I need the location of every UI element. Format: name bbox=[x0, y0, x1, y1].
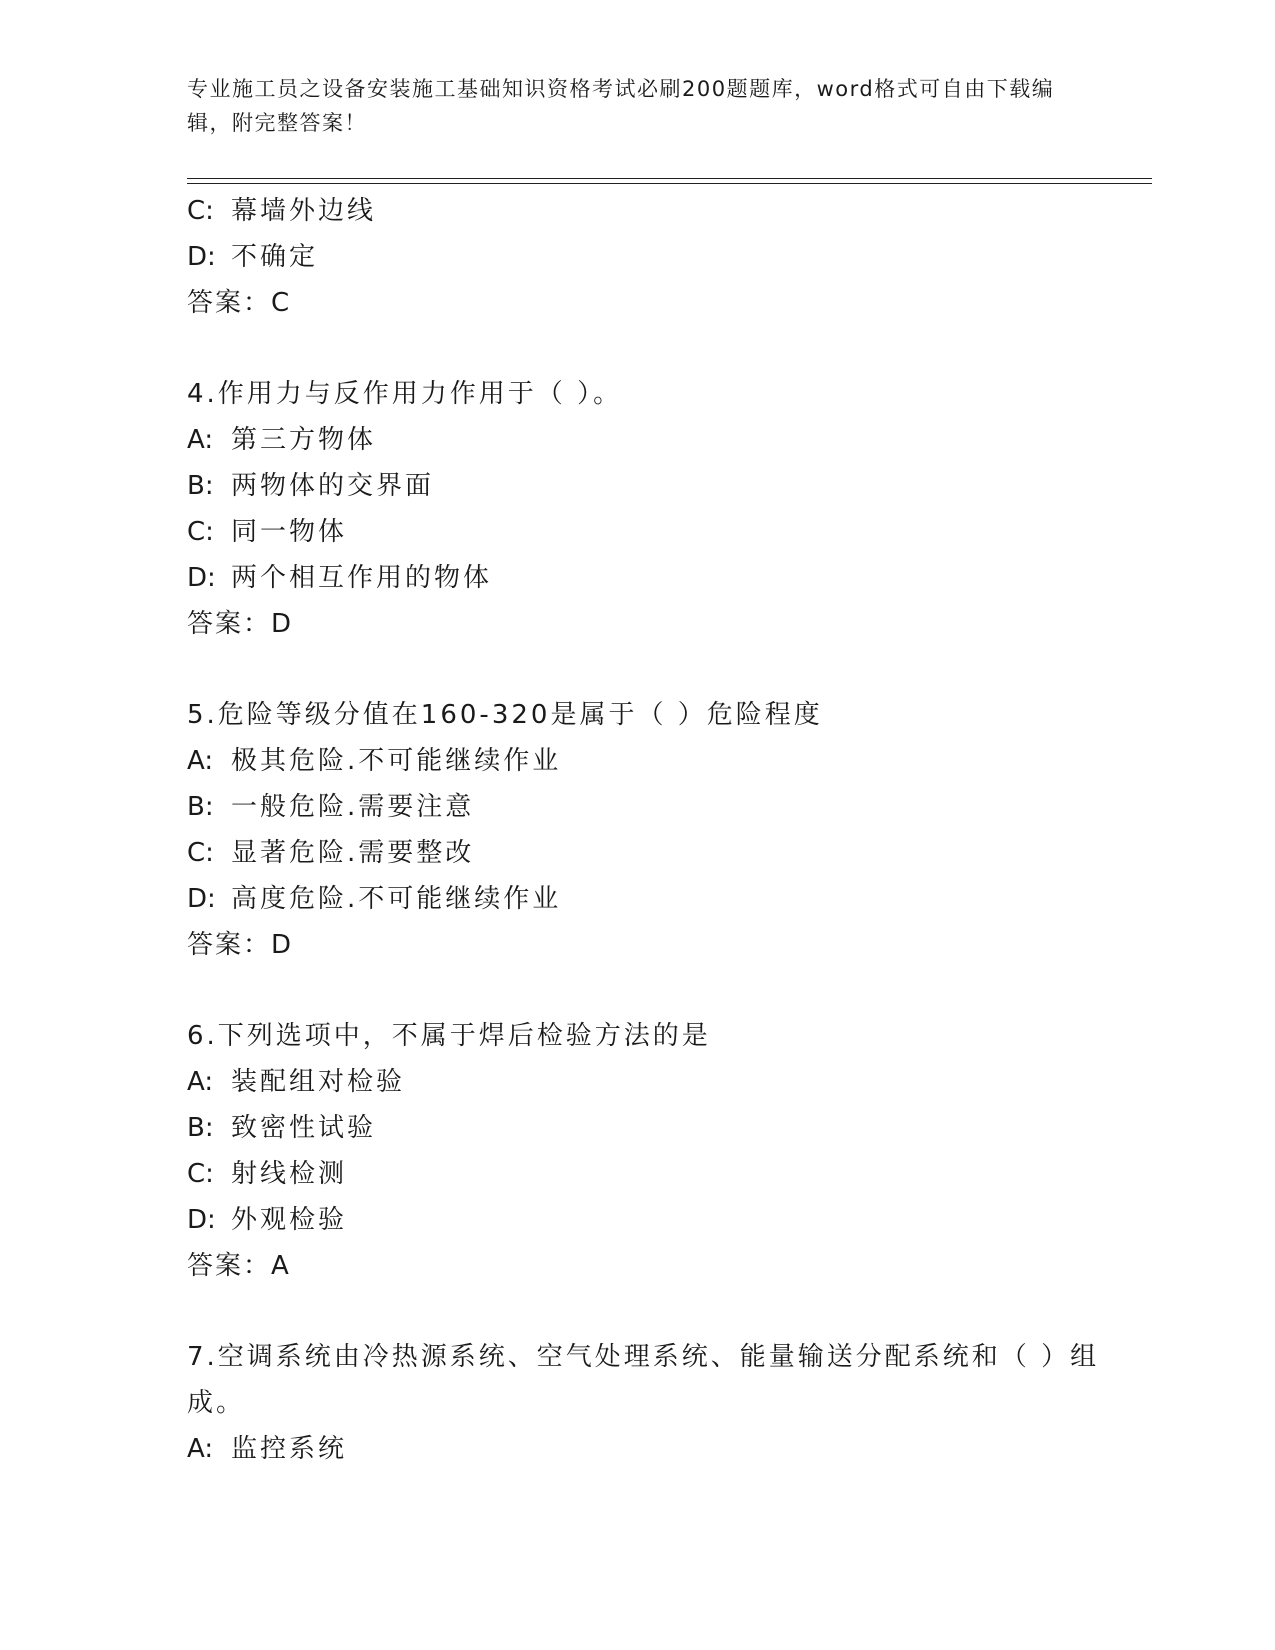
spacer bbox=[187, 968, 1107, 1013]
question-stem: 6.下列选项中，不属于焊后检验方法的是 bbox=[187, 1021, 711, 1051]
option-d bbox=[187, 234, 1107, 280]
option-key: B: bbox=[187, 792, 214, 822]
option-text: 致密性试验 bbox=[231, 1113, 377, 1143]
option-c bbox=[187, 1151, 1107, 1197]
answer-line: 答案：C bbox=[187, 288, 292, 318]
option-a bbox=[187, 738, 1107, 784]
option-a bbox=[187, 1426, 1107, 1472]
option-a bbox=[187, 1059, 1107, 1105]
option-text: 同一物体 bbox=[231, 517, 348, 547]
option-key: B: bbox=[187, 1113, 214, 1143]
answer-line: 答案：A bbox=[187, 1251, 291, 1281]
question-stem: 5.危险等级分值在160-320是属于（ ）危险程度 bbox=[187, 700, 823, 730]
option-key: C: bbox=[187, 517, 214, 547]
option-key: D: bbox=[187, 1205, 216, 1235]
option-text: 射线检测 bbox=[231, 1159, 348, 1189]
question-7 bbox=[187, 1334, 1107, 1472]
option-d bbox=[187, 1197, 1107, 1243]
question-4 bbox=[187, 371, 1107, 647]
question-list bbox=[187, 188, 1107, 1472]
option-text: 显著危险.需要整改 bbox=[231, 838, 475, 868]
spacer bbox=[187, 326, 1107, 371]
option-c bbox=[187, 509, 1107, 555]
option-c bbox=[187, 188, 1107, 234]
option-key: C: bbox=[187, 196, 214, 226]
option-text: 极其危险.不可能继续作业 bbox=[231, 746, 562, 776]
option-key: A: bbox=[187, 746, 214, 776]
option-key: A: bbox=[187, 1434, 214, 1464]
option-a bbox=[187, 417, 1107, 463]
option-text: 幕墙外边线 bbox=[231, 196, 377, 226]
option-text: 外观检验 bbox=[231, 1205, 348, 1235]
option-c bbox=[187, 830, 1107, 876]
option-text: 监控系统 bbox=[231, 1434, 348, 1464]
option-key: A: bbox=[187, 1067, 214, 1097]
option-key: A: bbox=[187, 425, 214, 455]
option-text: 装配组对检验 bbox=[231, 1067, 406, 1097]
answer-line: 答案：D bbox=[187, 930, 294, 960]
option-text: 第三方物体 bbox=[231, 425, 377, 455]
spacer bbox=[187, 647, 1107, 692]
option-b bbox=[187, 784, 1107, 830]
option-key: C: bbox=[187, 838, 214, 868]
option-text: 两物体的交界面 bbox=[231, 471, 435, 501]
option-text: 不确定 bbox=[231, 242, 319, 272]
option-b bbox=[187, 1105, 1107, 1151]
document-header: 专业施工员之设备安装施工基础知识资格考试必刷200题题库，word格式可自由下载编辑，附完整答案！ bbox=[187, 77, 1055, 135]
spacer bbox=[187, 1289, 1107, 1334]
question-stem: 7.空调系统由冷热源系统、空气处理系统、能量输送分配系统和（ ）组成。 bbox=[187, 1342, 1100, 1418]
question-6 bbox=[187, 1013, 1107, 1289]
option-d bbox=[187, 555, 1107, 601]
option-key: D: bbox=[187, 884, 216, 914]
option-d bbox=[187, 876, 1107, 922]
option-key: C: bbox=[187, 1159, 214, 1189]
option-text: 一般危险.需要注意 bbox=[231, 792, 475, 822]
question-5 bbox=[187, 692, 1107, 968]
option-key: D: bbox=[187, 242, 216, 272]
header-divider-top bbox=[187, 178, 1152, 179]
header-divider-bottom bbox=[187, 183, 1152, 184]
answer-line: 答案：D bbox=[187, 609, 294, 639]
option-key: B: bbox=[187, 471, 214, 501]
option-text: 两个相互作用的物体 bbox=[231, 563, 493, 593]
question-3-fragment bbox=[187, 188, 1107, 326]
question-stem: 4.作用力与反作用力作用于（ ）。 bbox=[187, 379, 623, 409]
option-b bbox=[187, 463, 1107, 509]
option-key: D: bbox=[187, 563, 216, 593]
option-text: 高度危险.不可能继续作业 bbox=[231, 884, 562, 914]
